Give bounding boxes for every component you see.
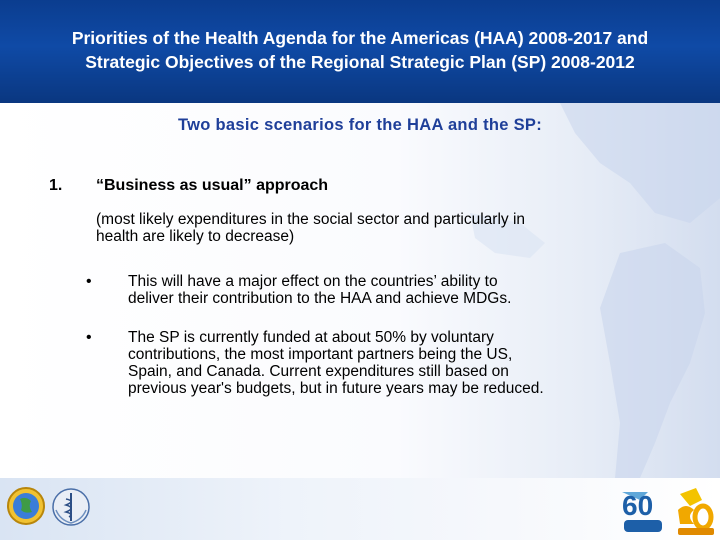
anniversary-number: 60 bbox=[622, 490, 654, 521]
paho-globe-logo-icon bbox=[6, 486, 46, 526]
bullet-line: The SP is currently funded at about 50% by voluntary bbox=[128, 329, 494, 346]
title-band bbox=[0, 0, 720, 103]
item-heading bbox=[96, 177, 328, 195]
item-note bbox=[96, 211, 616, 245]
slide-title bbox=[10, 26, 710, 74]
who-emblem-icon bbox=[50, 486, 92, 528]
bullet-mark: • bbox=[86, 273, 92, 290]
item-note-line-1: (most likely expenditures in the social sector and particularly in bbox=[96, 211, 526, 228]
footer-band bbox=[0, 478, 720, 540]
bullet-line: deliver their contribution to the HAA and achieve MDGs. bbox=[128, 290, 512, 307]
item-heading-text: “Business as usual” approach bbox=[96, 177, 329, 194]
paho-60th-anniversary-logo bbox=[618, 488, 668, 536]
slide-title-line-2: Strategic Objectives of the Regional Strategic Plan (SP) 2008-2012 bbox=[85, 52, 635, 72]
item-note-line-2: health are likely to decrease) bbox=[96, 228, 295, 245]
bullet-line: This will have a major effect on the countries’ ability to bbox=[128, 273, 498, 290]
bullet-mark: • bbox=[86, 329, 92, 346]
bullet-line: Spain, and Canada. Current expenditures still based on bbox=[128, 363, 509, 380]
bullet-line: previous year's budgets, but in future years may be reduced. bbox=[128, 380, 544, 397]
bullet-text bbox=[128, 273, 668, 307]
slide-title-line-1: Priorities of the Health Agenda for the Americas (HAA) 2008-2017 and bbox=[71, 28, 649, 48]
section-subtitle: Two basic scenarios for the HAA and the SP: bbox=[177, 116, 543, 134]
item-number: 1. bbox=[49, 177, 63, 194]
health-for-all-30-logo-icon bbox=[672, 484, 718, 538]
bullet-text bbox=[128, 329, 668, 397]
bullet-line: contributions, the most important partners being the US, bbox=[128, 346, 513, 363]
